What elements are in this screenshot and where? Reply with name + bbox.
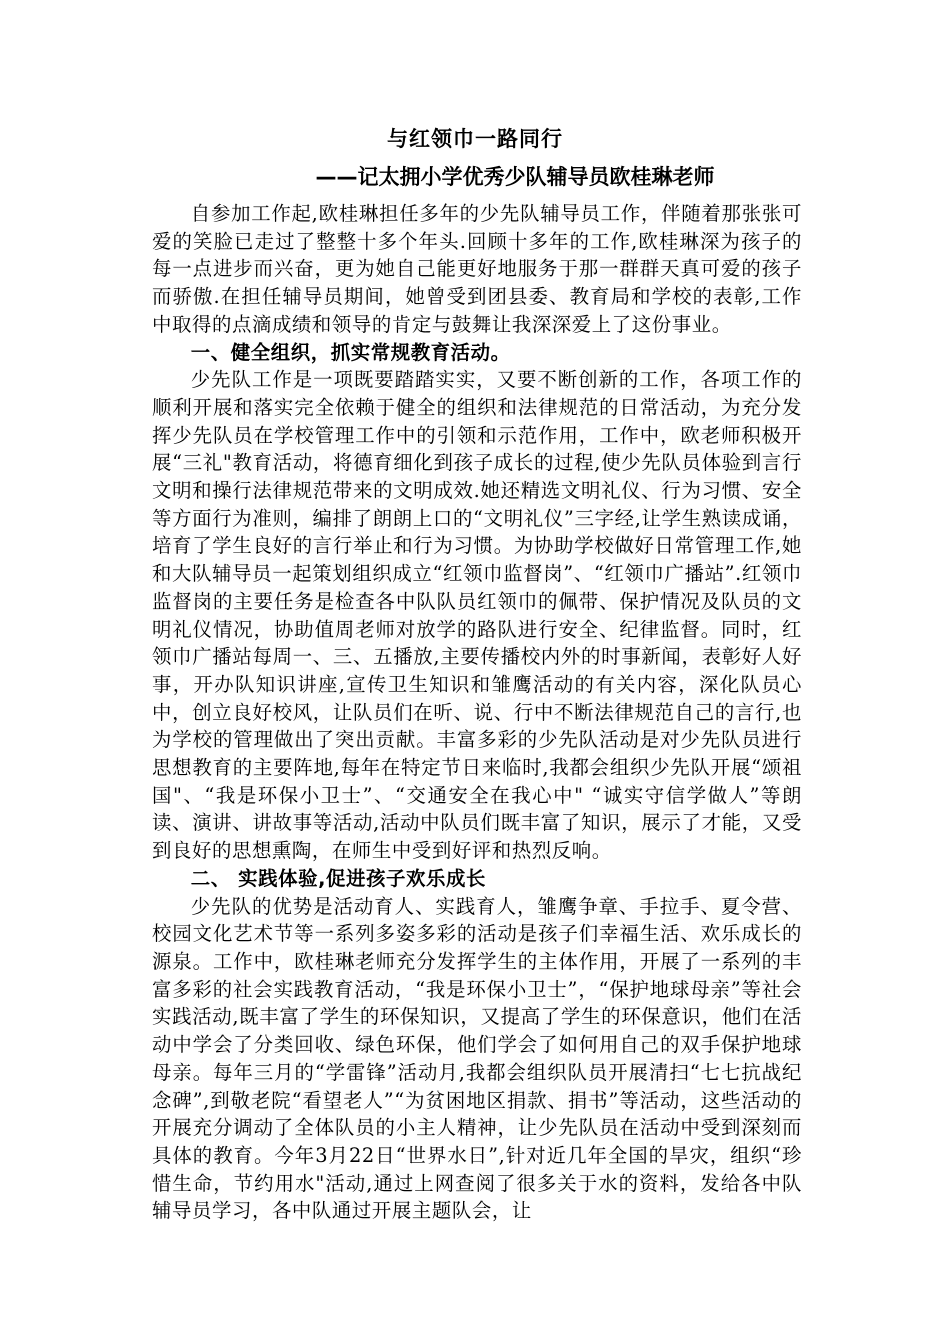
section2-heading: 二、 实践体验,促进孩子欢乐成长 [190, 866, 486, 890]
section2-paragraph: 少先队的优势是活动育人、实践育人，雏鹰争章、手拉手、夏令营、校园文化艺术节等一系列多姿多彩的活动是孩子们幸福生活、欢乐成长的源泉。工作中，欧桂琳老师充分发挥学生的主体作用，开展了一系列的丰富多彩的社会实践教育活动，“我是环保小卫士”，“保护地球母亲”等社会实践活动,既丰富了学生的环保知识，又提高了学生的环保意识，他们在活动中学会了分类回收、绿色环保，他们学会了如何用自己的双手保护地球母亲。每年三月的“学雷锋”活动月,我都会组织队员开展清扫“七七抗战纪念碑”,到敬老院“看望老人”“为贫困地区捐款、捐书”等活动，这些活动的开展充分调动了全体队员的小主人精神，让少先队员在活动中受到深刻而具体的教育。今年3月22日“世界水日”,针对近几年全国的旱灾，组织“珍惜生命，节约用水"活动,通过上网查阅了很多关于水的资料，发给各中队辅导员学习，各中队通过开展主题队会，让 [152, 894, 802, 1223]
document-title: 与红领巾一路同行 [387, 127, 563, 151]
section1-heading: 一、健全组织，抓实常规教育活动。 [190, 340, 511, 364]
document-subtitle: ——记太拥小学优秀少队辅导员欧桂琳老师 [315, 165, 715, 189]
intro-paragraph: 自参加工作起,欧桂琳担任多年的少先队辅导员工作，伴随着那张张可爱的笑脸已走过了整整十多个年头.回顾十多年的工作,欧桂琳深为孩子的每一点进步而兴奋，更为她自己能更好地服务于那一群群天真可爱的孩子而骄傲.在担任辅导员期间，她曾受到团县委、教育局和学校的表彰,工作中取得的点滴成绩和领导的肯定与鼓舞让我深深爱上了这份事业。 [152, 202, 802, 336]
section1-paragraph: 少先队工作是一项既要踏踏实实，又要不断创新的工作，各项工作的顺利开展和落实完全依赖于健全的组织和法律规范的日常活动，为充分发挥少先队员在学校管理工作中的引领和示范作用，工作中，欧老师积极开展“三礼"教育活动，将德育细化到孩子成长的过程,使少先队员体验到言行文明和操行法律规范带来的文明成效.她还精选文明礼仪、行为习惯、安全等方面行为准则，编排了朗朗上口的“文明礼仪”三字经,让学生熟读成诵，培育了学生良好的言行举止和行为习惯。为协助学校做好日常管理工作,她和大队辅导员一起策划组织成立“红领巾监督岗”、“红领巾广播站”.红领巾监督岗的主要任务是检查各中队队员红领巾的佩带、保护情况及队员的文明礼仪情况，协助值周老师对放学的路队进行安全、纪律监督。同时，红领巾广播站每周一、三、五播放,主要传播校内外的时事新闻，表彰好人好事，开办队知识讲座,宣传卫生知识和雏鹰活动的有关内容，深化队员心中，创立良好校风，让队员们在听、说、行中不断法律规范自己的言行,也为学校的管理做出了突出贡献。丰富多彩的少先队活动是对少先队员进行思想教育的主要阵地,每年在特定节日来临时,我都会组织少先队开展“颂祖国"、“我是环保小卫士”、“交通安全在我心中" “诚实守信学做人”等朗读、演讲、讲故事等活动,活动中队员们既丰富了知识，展示了才能，又受到良好的思想熏陶，在师生中受到好评和热烈反响。 [152, 368, 802, 863]
document-body [152, 200, 802, 1225]
